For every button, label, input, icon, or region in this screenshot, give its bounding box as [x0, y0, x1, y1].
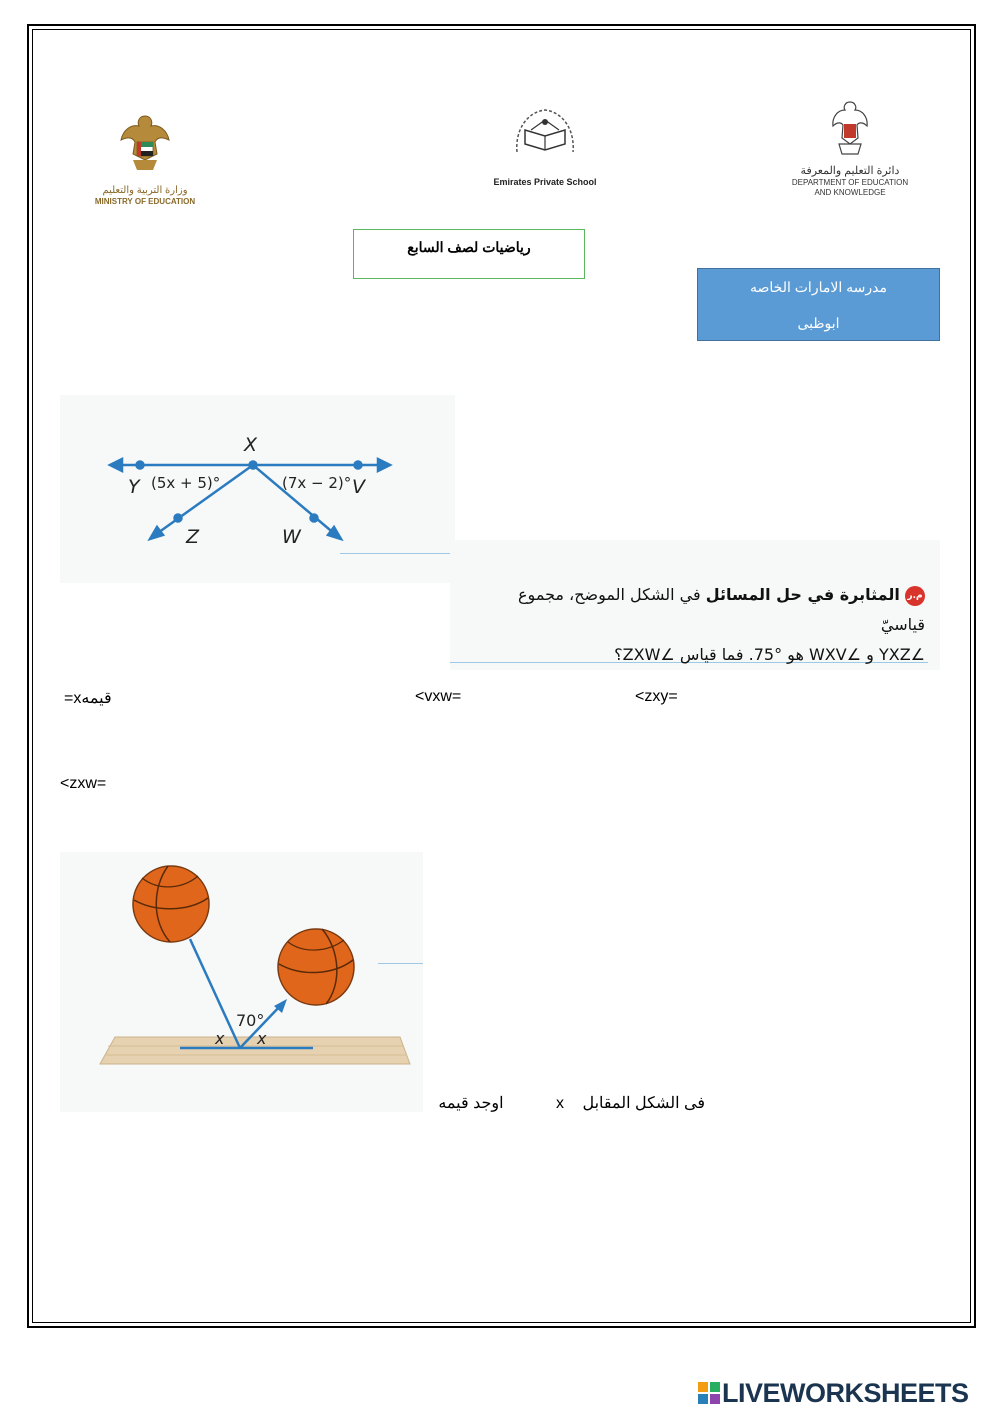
answer-zxy[interactable]: <zxy= [635, 688, 678, 705]
angle-yxz-label: (5x + 5)° [151, 474, 221, 492]
moe-text-ar: وزارة التربية والتعليم [102, 185, 188, 196]
angle-diagram [60, 395, 455, 583]
question-2-part2: اوجد قيمه [438, 1095, 504, 1112]
answer-zxw[interactable]: <zxw= [60, 775, 107, 792]
school-name-box [697, 268, 940, 341]
answer-x-value[interactable]: قيمهx= [64, 690, 112, 707]
point-v [355, 462, 362, 469]
x-left-label: x [215, 1029, 225, 1048]
problem-badge: م.ر [905, 586, 925, 606]
divider-line-top [340, 553, 450, 554]
point-w [311, 515, 318, 522]
angle-wxv-label: (7x − 2)° [282, 474, 352, 492]
problem-statement [485, 580, 925, 670]
arrow-right [378, 459, 390, 471]
arrow-z [150, 527, 163, 539]
adek-text-en-2: AND KNOWLEDGE [814, 188, 886, 197]
angle-diagram-figure [60, 395, 455, 583]
liveworksheets-logo-icon [698, 1382, 720, 1404]
answer-vxw[interactable]: <vxw= [415, 688, 462, 705]
problem-lead: المثابرة في حل المسائل [705, 585, 900, 604]
point-y [137, 462, 144, 469]
problem-line-1-rest: في الشكل الموضح، مجموع قياسيّ [518, 585, 925, 634]
liveworksheets-brand [698, 1378, 998, 1408]
school-logo-text: Emirates Private School [493, 177, 597, 187]
basketball-bounce-figure [60, 852, 423, 1112]
adek-logo [780, 98, 920, 198]
basketball-2-icon [278, 929, 354, 1005]
page-border-inner [32, 29, 971, 1323]
label-x: X [244, 434, 258, 456]
arrow-left [110, 459, 122, 471]
label-y: Y [128, 476, 140, 498]
point-z [175, 515, 182, 522]
falcon-emblem-icon [115, 110, 175, 180]
moe-text-en: MINISTRY OF EDUCATION [94, 197, 196, 206]
x-right-label: x [257, 1029, 267, 1048]
label-v: V [352, 476, 365, 498]
ministry-of-education-logo [80, 110, 210, 207]
question-2 [425, 1093, 705, 1113]
divider-line-fig2 [378, 963, 423, 964]
basketball-diagram [60, 852, 423, 1112]
school-city: ابوظبى [797, 315, 840, 331]
liveworksheets-text: LIVEWORKSHEETS [722, 1378, 969, 1408]
worksheet-title: رياضيات لصف السابع [353, 229, 585, 279]
school-name: مدرسه الامارات الخاصه [750, 279, 887, 295]
floor [100, 1037, 410, 1064]
angle-70-label: 70° [236, 1011, 265, 1030]
emirates-private-school-logo [480, 100, 610, 188]
adek-text-ar: دائرة التعليم والمعرفة [800, 165, 900, 177]
problem-line-1 [485, 580, 925, 640]
question-2-variable: x [556, 1095, 565, 1112]
question-2-part1: فى الشكل المقابل [582, 1095, 705, 1112]
label-z: Z [186, 526, 200, 548]
problem-line-2: ∠YXZ و ∠WXV هو °75. فما قياس ∠ZXW؟ [614, 645, 925, 664]
abu-dhabi-emblem-icon [825, 98, 875, 160]
point-x [250, 462, 257, 469]
open-book-emblem-icon [505, 100, 585, 172]
label-w: W [282, 526, 301, 548]
adek-text-en-1: DEPARTMENT OF EDUCATION [791, 178, 909, 187]
basketball-1-icon [133, 866, 209, 942]
